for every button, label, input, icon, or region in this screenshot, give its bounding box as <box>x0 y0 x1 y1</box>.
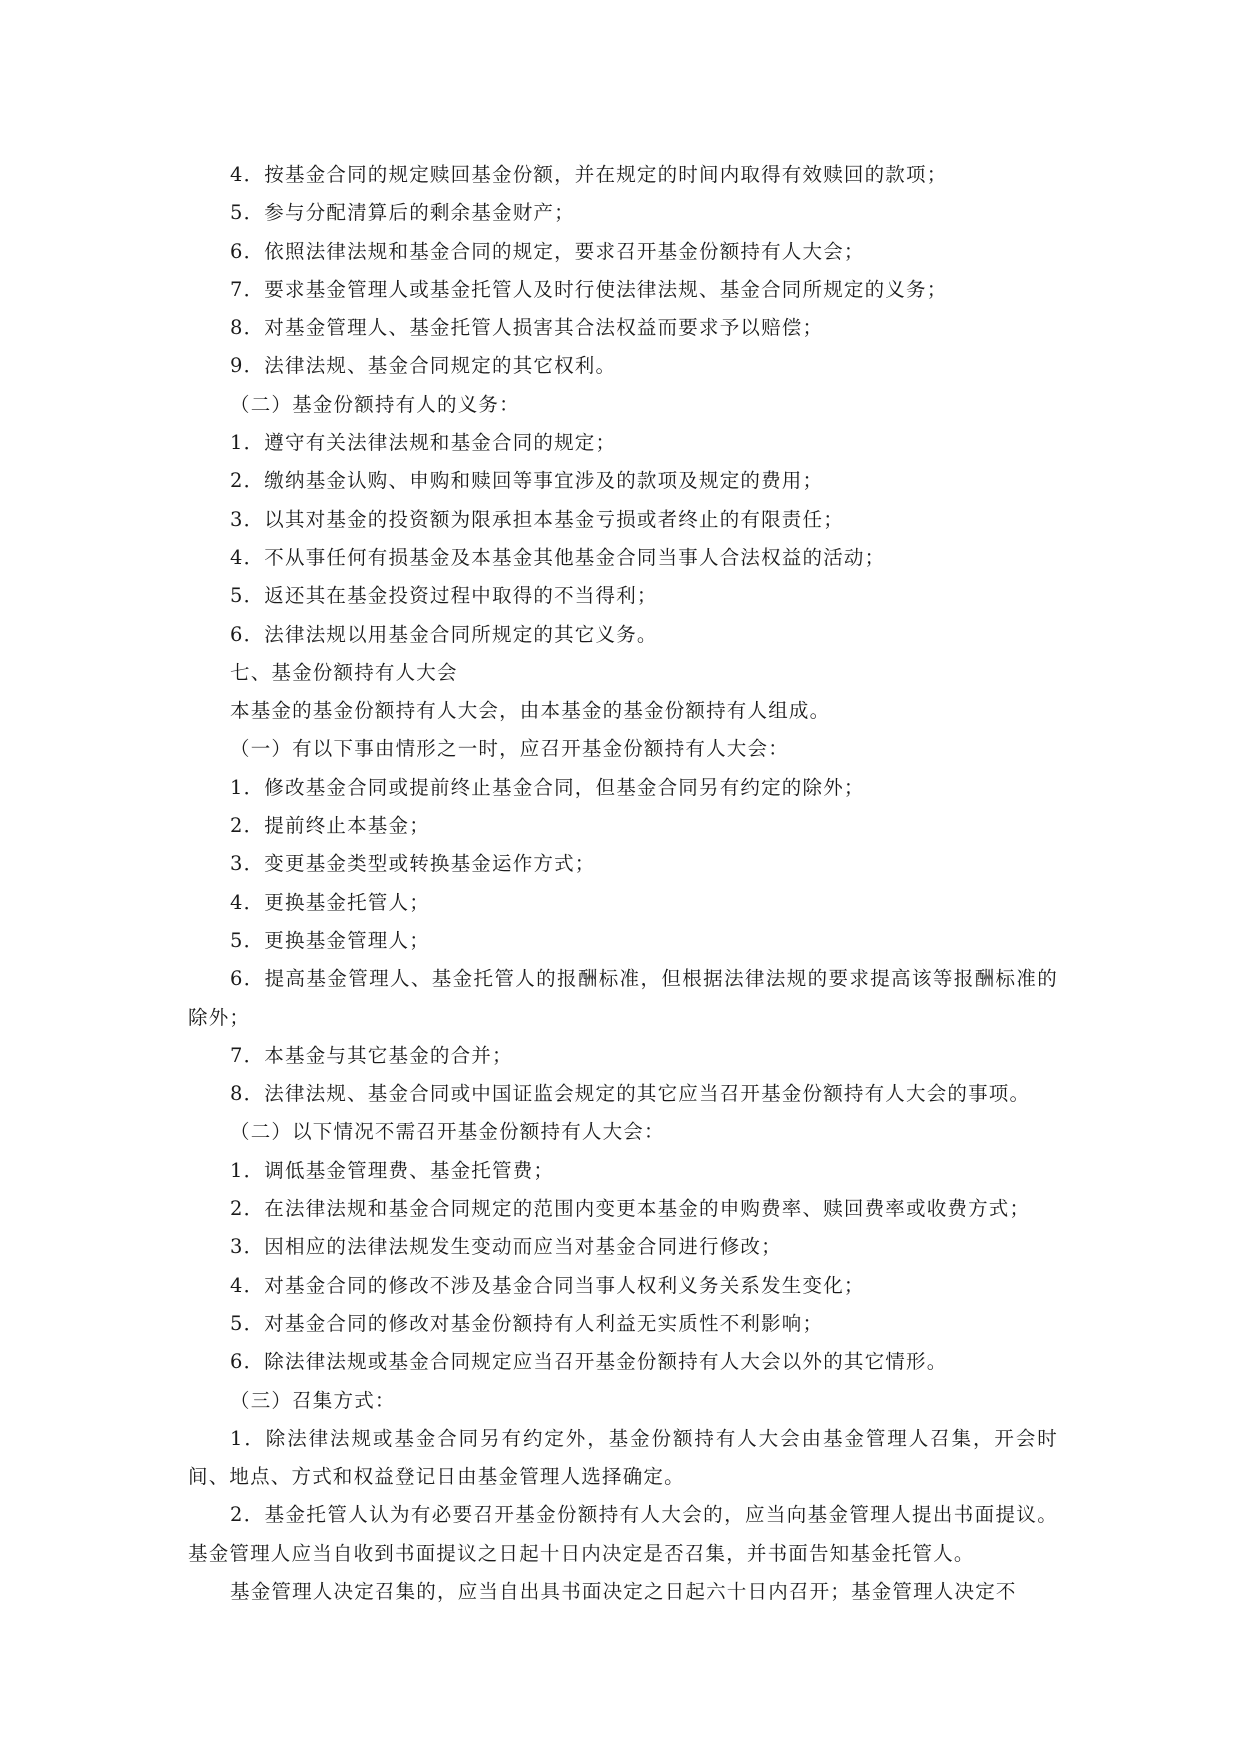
paragraph: 6．依照法律法规和基金合同的规定，要求召开基金份额持有人大会； <box>230 239 865 263</box>
paragraph: 1．调低基金管理费、基金托管费； <box>230 1158 555 1182</box>
section-heading: （一）有以下事由情形之一时，应召开基金份额持有人大会： <box>230 737 789 761</box>
paragraph: 5．更换基金管理人； <box>230 928 430 952</box>
paragraph: 5．对基金合同的修改对基金份额持有人利益无实质性不利影响； <box>230 1311 824 1335</box>
paragraph: 6．提高基金管理人、基金托管人的报酬标准，但根据法律法规的要求提高该等报酬标准的除外； <box>188 967 1058 1029</box>
paragraph: 5．返还其在基金投资过程中取得的不当得利； <box>230 584 658 608</box>
paragraph: 9．法律法规、基金合同规定的其它权利。 <box>230 354 617 378</box>
document-body <box>188 156 1058 1611</box>
paragraph: 8．法律法规、基金合同或中国证监会规定的其它应当召开基金份额持有人大会的事项。 <box>230 1082 1031 1106</box>
paragraph: 2．缴纳基金认购、申购和赎回等事宜涉及的款项及规定的费用； <box>230 469 824 493</box>
section-heading: （二）基金份额持有人的义务： <box>230 392 520 416</box>
paragraph: 8．对基金管理人、基金托管人损害其合法权益而要求予以赔偿； <box>230 316 824 340</box>
paragraph: 2．基金托管人认为有必要召开基金份额持有人大会的，应当向基金管理人提出书面提议。基金管理人应当自收到书面提议之日起十日内决定是否召集，并书面告知基金托管人。 <box>188 1503 1058 1565</box>
paragraph: 1．遵守有关法律法规和基金合同的规定； <box>230 431 617 455</box>
paragraph: 4．更换基金托管人； <box>230 890 430 914</box>
section-heading: （三）召集方式： <box>230 1388 396 1412</box>
paragraph: 7．本基金与其它基金的合并； <box>230 1043 513 1067</box>
paragraph: 1．除法律法规或基金合同另有约定外，基金份额持有人大会由基金管理人召集，开会时间、地点、方式和权益登记日由基金管理人选择确定。 <box>188 1426 1058 1489</box>
paragraph: 3．因相应的法律法规发生变动而应当对基金合同进行修改； <box>230 1235 782 1259</box>
paragraph: 7．要求基金管理人或基金托管人及时行使法律法规、基金合同所规定的义务； <box>230 277 948 301</box>
paragraph: 4．按基金合同的规定赎回基金份额，并在规定的时间内取得有效赎回的款项； <box>230 163 948 186</box>
paragraph: 4．不从事任何有损基金及本基金其他基金合同当事人合法权益的活动； <box>230 545 886 569</box>
paragraph: 3．变更基金类型或转换基金运作方式； <box>230 852 596 876</box>
paragraph: 3．以其对基金的投资额为限承担本基金亏损或者终止的有限责任； <box>230 507 844 531</box>
paragraph: 1．修改基金合同或提前终止基金合同，但基金合同另有约定的除外； <box>230 775 865 799</box>
paragraph: 本基金的基金份额持有人大会，由本基金的基金份额持有人组成。 <box>230 699 831 723</box>
paragraph: 4．对基金合同的修改不涉及基金合同当事人权利义务关系发生变化； <box>230 1273 865 1297</box>
paragraph: 2．提前终止本基金； <box>230 814 430 838</box>
paragraph: 6．法律法规以用基金合同所规定的其它义务。 <box>230 622 658 646</box>
section-heading: （二）以下情况不需召开基金份额持有人大会： <box>230 1120 665 1144</box>
paragraph: 6．除法律法规或基金合同规定应当召开基金份额持有人大会以外的其它情形。 <box>230 1350 948 1374</box>
paragraph: 2．在法律法规和基金合同规定的范围内变更本基金的申购费率、赎回费率或收费方式； <box>230 1197 1031 1221</box>
paragraph: 基金管理人决定召集的，应当自出具书面决定之日起六十日内召开；基金管理人决定不 <box>230 1579 1017 1603</box>
chapter-heading: 七、基金份额持有人大会 <box>230 660 458 684</box>
paragraph: 5．参与分配清算后的剩余基金财产； <box>230 201 575 225</box>
